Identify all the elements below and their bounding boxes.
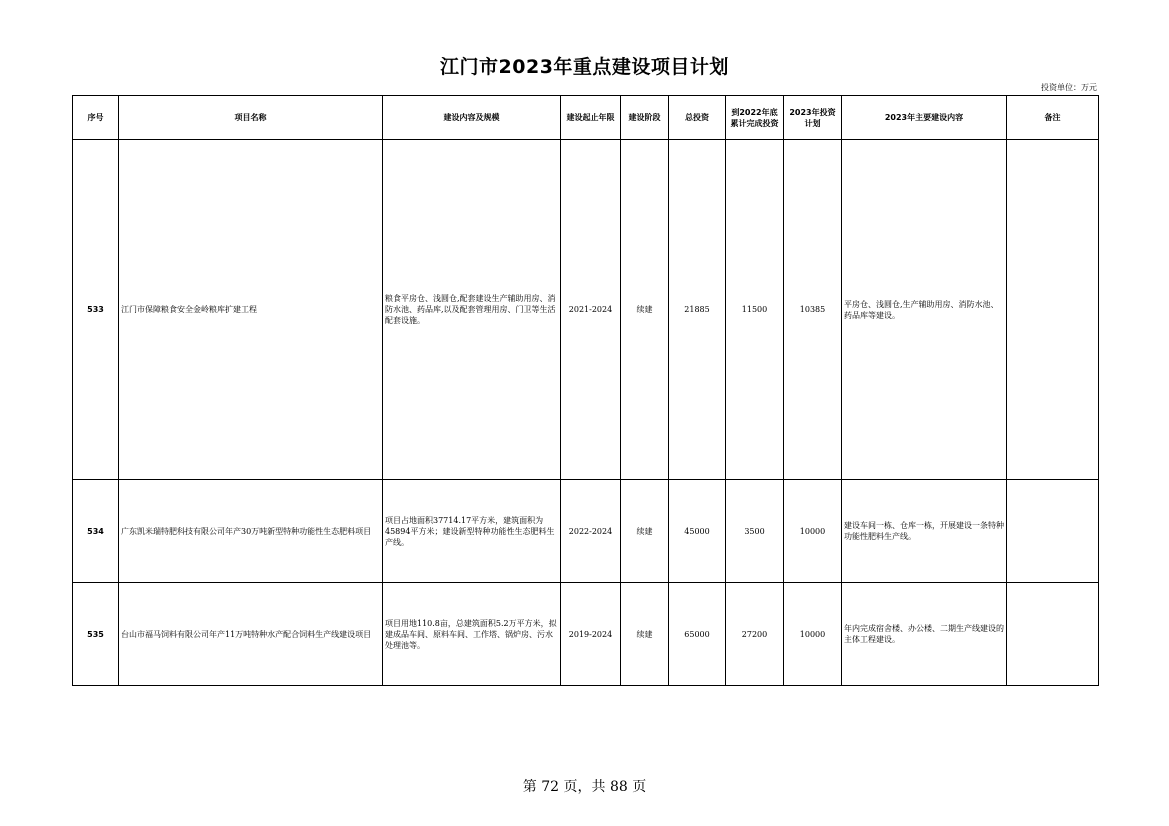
- unit-label: 投资单位：万元: [1041, 83, 1097, 92]
- cell-done2022: 11500: [726, 140, 784, 480]
- table-header-row: [73, 96, 1099, 140]
- header-seq: 序号: [73, 96, 119, 140]
- cell-plan2023: 10000: [784, 480, 842, 583]
- cell-done2022: 27200: [726, 583, 784, 686]
- cell-scope: 粮食平房仓、浅圆仓,配套建设生产辅助用房、消防水池、药品库,以及配套管理用房、门卫等生活配套设施。: [383, 140, 561, 480]
- header-plan2023: 2023年投资计划: [784, 96, 842, 140]
- header-period: 建设起止年限: [561, 96, 621, 140]
- cell-name: 广东凯米瑞特肥科技有限公司年产30万吨新型特种功能性生态肥料项目: [119, 480, 383, 583]
- cell-total: 45000: [669, 480, 726, 583]
- cell-note: [1007, 140, 1099, 480]
- cell-scope: 项目用地110.8亩，总建筑面积5.2万平方米，拟建成品车间、原料车间、工作塔、锅炉房、污水处理池等。: [383, 583, 561, 686]
- cell-period: 2019-2024: [561, 583, 621, 686]
- cell-plan2023: 10385: [784, 140, 842, 480]
- cell-stage: 续建: [621, 583, 669, 686]
- cell-scope: 项目占地面积37714.17平方米，建筑面积为45894平方米；建设新型特种功能性生态肥料生产线。: [383, 480, 561, 583]
- cell-plan2023: 10000: [784, 583, 842, 686]
- table-row: [73, 140, 1099, 480]
- cell-total: 65000: [669, 583, 726, 686]
- header-note: 备注: [1007, 96, 1099, 140]
- cell-seq: 535: [73, 583, 119, 686]
- header-stage: 建设阶段: [621, 96, 669, 140]
- cell-name: 台山市福马饲料有限公司年产11万吨特种水产配合饲料生产线建设项目: [119, 583, 383, 686]
- table-row: [73, 480, 1099, 583]
- header-name: 项目名称: [119, 96, 383, 140]
- header-total: 总投资: [669, 96, 726, 140]
- cell-period: 2021-2024: [561, 140, 621, 480]
- cell-total: 21885: [669, 140, 726, 480]
- header-done2022: 到2022年底累计完成投资: [726, 96, 784, 140]
- header-main2023: 2023年主要建设内容: [842, 96, 1007, 140]
- cell-period: 2022-2024: [561, 480, 621, 583]
- cell-stage: 续建: [621, 480, 669, 583]
- page-number: 第 72 页，共 88 页: [522, 779, 647, 795]
- cell-main2023: 建设车间一栋、仓库一栋，开展建设一条特种功能性肥料生产线。: [842, 480, 1007, 583]
- cell-seq: 534: [73, 480, 119, 583]
- cell-main2023: 年内完成宿舍楼、办公楼、二期生产线建设的主体工程建设。: [842, 583, 1007, 686]
- cell-main2023: 平房仓、浅圆仓,生产辅助用房、消防水池、药品库等建设。: [842, 140, 1007, 480]
- header-scope: 建设内容及规模: [383, 96, 561, 140]
- project-plan-table: [72, 95, 1099, 686]
- table-row: [73, 583, 1099, 686]
- cell-name: 江门市保障粮食安全金岭粮库扩建工程: [119, 140, 383, 480]
- cell-note: [1007, 480, 1099, 583]
- cell-stage: 续建: [621, 140, 669, 480]
- cell-seq: 533: [73, 140, 119, 480]
- cell-done2022: 3500: [726, 480, 784, 583]
- page-title: 江门市2023年重点建设项目计划: [440, 56, 729, 78]
- cell-note: [1007, 583, 1099, 686]
